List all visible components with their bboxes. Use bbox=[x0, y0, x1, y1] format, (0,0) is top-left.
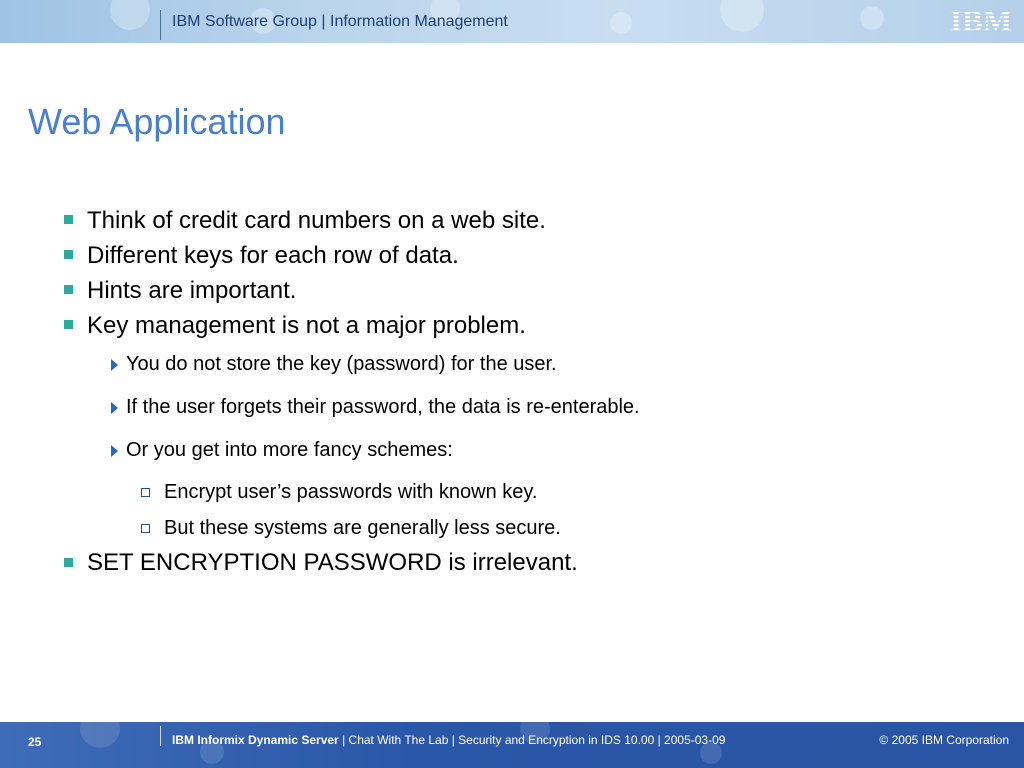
sub-bullet-item: If the user forgets their password, the data is re-enterable. bbox=[126, 396, 640, 418]
bullet-item: Hints are important. bbox=[87, 277, 297, 304]
triangle-bullet-icon bbox=[111, 359, 118, 371]
header-title: IBM Software Group | Information Management bbox=[172, 13, 508, 30]
footer-separator: | bbox=[338, 733, 349, 747]
square-bullet-icon bbox=[64, 320, 73, 329]
footer-description bbox=[172, 733, 725, 747]
hollow-square-bullet-icon bbox=[141, 524, 150, 533]
square-bullet-icon bbox=[64, 250, 73, 259]
header-pattern bbox=[0, 0, 1024, 43]
footer-divider bbox=[160, 726, 161, 746]
hollow-square-bullet-icon bbox=[141, 488, 150, 497]
triangle-bullet-icon bbox=[111, 445, 118, 457]
bullet-item: Think of credit card numbers on a web site. bbox=[87, 207, 546, 234]
bullet-item: Key management is not a major problem. bbox=[87, 312, 526, 339]
sub-sub-bullet-item: But these systems are generally less secure. bbox=[164, 517, 561, 539]
ibm-logo bbox=[946, 4, 1016, 36]
footer-bar bbox=[0, 722, 1024, 768]
bullet-item: SET ENCRYPTION PASSWORD is irrelevant. bbox=[87, 549, 578, 576]
sub-bullet-item: Or you get into more fancy schemes: bbox=[126, 439, 453, 461]
sub-bullet-item: You do not store the key (password) for the user. bbox=[126, 353, 557, 375]
header-bar bbox=[0, 0, 1024, 43]
bullet-item: Different keys for each row of data. bbox=[87, 242, 459, 269]
ibm-logo-text: IBM bbox=[950, 4, 1012, 36]
sub-sub-bullet-item: Encrypt user’s passwords with known key. bbox=[164, 481, 538, 503]
square-bullet-icon bbox=[64, 285, 73, 294]
triangle-bullet-icon bbox=[111, 402, 118, 414]
footer-product: IBM Informix Dynamic Server bbox=[172, 733, 339, 747]
page-number: 25 bbox=[28, 735, 42, 749]
footer-details: Chat With The Lab | Security and Encryption in IDS 10.00 | 2005-03-09 bbox=[348, 733, 726, 747]
square-bullet-icon bbox=[64, 558, 73, 567]
square-bullet-icon bbox=[64, 215, 73, 224]
slide-title: Web Application bbox=[28, 101, 286, 142]
header-divider bbox=[160, 10, 161, 40]
footer-copyright: © 2005 IBM Corporation bbox=[879, 733, 1009, 747]
